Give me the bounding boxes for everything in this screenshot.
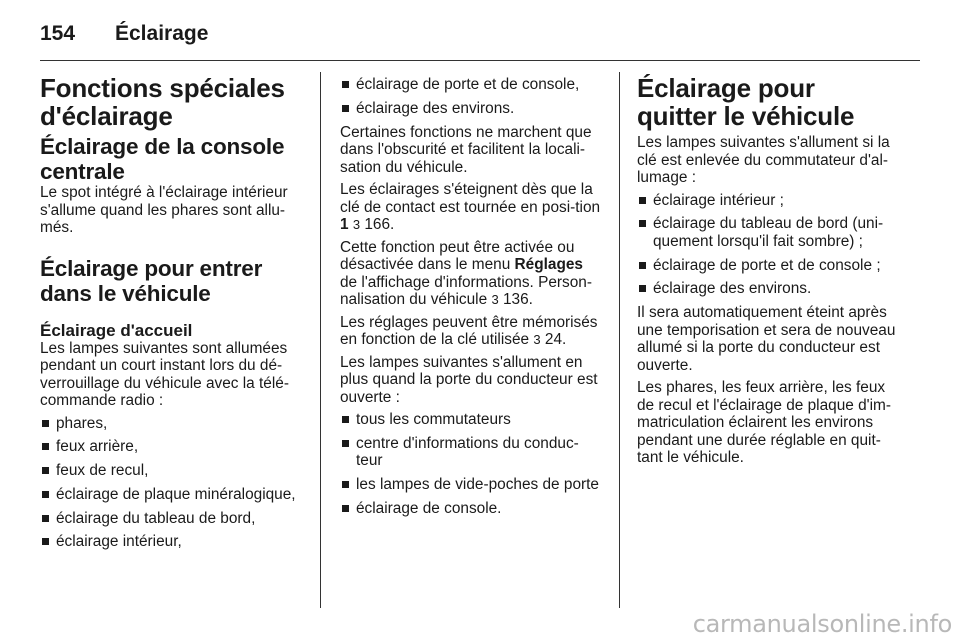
paragraph-welcome: Les lampes suivantes sont allumées pendant un court instant lors du dé-verrouillage du véhicule avec la télé-commande radio : bbox=[40, 339, 289, 409]
column-2 bbox=[340, 72, 603, 524]
list-item: feux de recul, bbox=[40, 462, 302, 480]
paragraph-auto-off: Il sera automatiquement éteint après une temporisation et sera de nouveau allumé si la porte du conducteur est ouverte. bbox=[637, 304, 896, 374]
page-ref-icon[interactable]: 3 bbox=[533, 332, 541, 348]
paragraph-exit-duration: Les phares, les feux arrière, les feux de recul et l'éclairage de plaque d'im-matriculation éclairent les environs pendant une durée réglable en quit-tant le véhicule. bbox=[637, 379, 891, 467]
list-item: éclairage intérieur, bbox=[40, 533, 302, 551]
menu-name-settings: Réglages bbox=[514, 256, 583, 274]
list-item: éclairage de plaque minéralogique, bbox=[40, 486, 302, 504]
paragraph-ignition: Les éclairages s'éteignent dès que la clé de contact est tournée en posi-tion 1 3 166. bbox=[340, 181, 601, 234]
page-ref-number[interactable]: 24. bbox=[544, 331, 567, 349]
page-ref-number[interactable]: 136. bbox=[502, 291, 533, 309]
list-item: phares, bbox=[40, 415, 302, 433]
paragraph-driver-door: Les lampes suivantes s'allument en plus quand la porte du conducteur est ouverte : bbox=[340, 353, 598, 406]
column-3 bbox=[637, 72, 901, 472]
section-title-special-lighting: Fonctions spéciales d'éclairage bbox=[40, 73, 285, 131]
list-item: éclairage des environs. bbox=[340, 100, 603, 118]
paragraph-settings: Cette fonction peut être activée ou désactivée dans le menu Réglages de l'affichage d'informations. Person-nalisation du véhicule 3 136. bbox=[340, 238, 592, 309]
heading-welcome-lighting: Éclairage d'accueil bbox=[40, 320, 193, 340]
list-item: éclairage du tableau de bord, bbox=[40, 510, 302, 528]
header-rule bbox=[40, 60, 920, 61]
list-item: éclairage de console. bbox=[340, 500, 603, 518]
section-title-exit-lighting: Éclairage pour quitter le véhicule bbox=[637, 73, 855, 131]
chapter-title: Éclairage bbox=[115, 22, 209, 45]
paragraph-memory: Les réglages peuvent être mémorisés en fonction de la clé utilisée 3 24. bbox=[340, 313, 598, 349]
welcome-lamp-list-continued bbox=[340, 76, 603, 117]
column-divider-1 bbox=[320, 72, 321, 608]
list-item: éclairage de porte et de console ; bbox=[637, 257, 901, 275]
page-ref-number[interactable]: 166. bbox=[364, 216, 395, 234]
position-number: 1 bbox=[340, 216, 349, 234]
column-1 bbox=[40, 72, 302, 557]
paragraph-darkness: Certaines fonctions ne marchent que dans l'obscurité et facilitent la locali-sation du véhicule. bbox=[340, 123, 592, 176]
paragraph-console: Le spot intégré à l'éclairage intérieur s'allume quand les phares sont allu-més. bbox=[40, 184, 288, 236]
page-header bbox=[40, 22, 208, 48]
list-item: tous les commutateurs bbox=[340, 411, 603, 429]
subsection-console-lighting: Éclairage de la console centrale bbox=[40, 134, 285, 184]
driver-door-lamp-list bbox=[340, 411, 603, 517]
list-item: éclairage du tableau de bord (uni-quement lorsqu'il fait sombre) ; bbox=[637, 215, 901, 250]
exit-lamp-list bbox=[637, 192, 901, 298]
subsection-entry-lighting: Éclairage pour entrer dans le véhicule bbox=[40, 255, 263, 306]
list-item: centre d'informations du conduc-teur bbox=[340, 435, 603, 470]
page-ref-icon[interactable]: 3 bbox=[352, 217, 361, 233]
welcome-lamp-list bbox=[40, 415, 302, 551]
paragraph-exit-intro: Les lampes suivantes s'allument si la clé est enlevée du commutateur d'al-lumage : bbox=[637, 134, 890, 186]
page-number: 154 bbox=[40, 22, 76, 45]
page-ref-icon[interactable]: 3 bbox=[491, 292, 499, 308]
list-item: éclairage intérieur ; bbox=[637, 192, 901, 210]
list-item: feux arrière, bbox=[40, 438, 302, 456]
list-item: les lampes de vide-poches de porte bbox=[340, 476, 603, 494]
watermark: carmanualsonline.info bbox=[692, 610, 952, 638]
list-item: éclairage des environs. bbox=[637, 280, 901, 298]
column-divider-2 bbox=[619, 72, 620, 608]
list-item: éclairage de porte et de console, bbox=[340, 76, 603, 94]
